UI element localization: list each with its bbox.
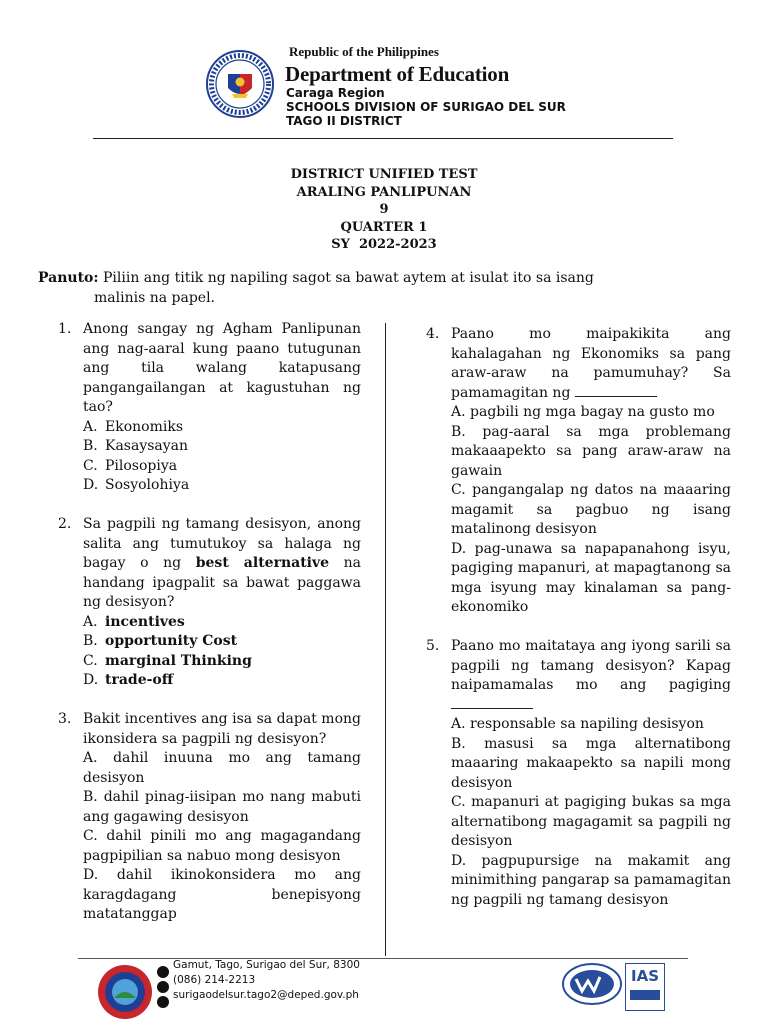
option xyxy=(83,418,361,438)
question-1 xyxy=(58,320,361,496)
title-line: 9 xyxy=(379,202,389,217)
option: D. pag-unawa sa napapanahong isyu, pagiging mapanuri, at mapagtanong sa mga isyung may kinalaman sa pang-ekonomiko xyxy=(451,540,731,615)
question-stem: Anong sangay ng Agham Panlipunan ang nag-aaral kung paano tutugunan ang tila walang katapusang pangangailangan at kagustuhan ng tao? xyxy=(83,321,361,415)
left-column xyxy=(58,320,361,925)
home-icon xyxy=(157,966,169,978)
certification-badge-icon xyxy=(562,963,622,1005)
phone-icon xyxy=(157,981,169,993)
option-text: opportunity Cost xyxy=(105,633,238,649)
question-stem: Bakit incentives ang isa sa dapat mong ikonsidera sa pagpili ng desisyon? xyxy=(83,711,361,747)
region-label: Caraga Region xyxy=(286,86,385,100)
contact-info xyxy=(173,958,360,1003)
question-number: 3. xyxy=(58,711,72,727)
question-3 xyxy=(58,710,361,925)
option: A. pagbili ng mga bagay na gusto mo xyxy=(451,404,715,420)
email-icon xyxy=(157,996,169,1008)
question-2 xyxy=(58,515,361,691)
instructions-label: Panuto: xyxy=(38,270,99,286)
question-stem xyxy=(451,637,731,715)
option xyxy=(83,671,361,691)
department-title: Department of Education xyxy=(285,62,510,86)
option-letter: B. xyxy=(83,438,98,454)
option: B. dahil pinag-iisipan mo nang mabuti ang gagawing desisyon xyxy=(83,789,361,825)
option xyxy=(83,613,361,633)
question-5 xyxy=(426,637,731,910)
option: B. masusi sa mga alternatibong maaaring makaapekto sa napili mong desisyon xyxy=(451,735,731,791)
ias-badge-stripe xyxy=(630,990,660,1000)
option: D. pagpupursige na makamit ang minimithing pangarap sa pamamagitan ng pagpili ng tamang desisyon xyxy=(451,852,731,908)
option-letter: B. xyxy=(83,633,98,649)
question-stem xyxy=(451,325,731,403)
option: C. pangangalap ng datos na maaaring magamit sa pagbuo ng isang matalinong desisyon xyxy=(451,482,731,537)
ias-badge-label: IAS xyxy=(631,967,659,985)
option xyxy=(83,457,361,477)
title-line: SY 2022-2023 xyxy=(331,237,437,252)
stem-part: Paano mo maipakikita ang kahalagahan ng Ekonomiks sa pang araw-araw na pamumuhay? Sa pamamagitan ng xyxy=(451,326,731,401)
option-text: marginal Thinking xyxy=(105,652,252,669)
title-line: QUARTER 1 xyxy=(340,219,428,235)
right-column xyxy=(426,325,731,910)
stem-part: Sa pagpili ng tamang desisyon, anong salita ang tumutukoy sa halaga ng bagay o ng xyxy=(83,516,361,571)
option: A. responsable sa napiling desisyon xyxy=(451,716,704,732)
answer-blank xyxy=(575,384,657,397)
header-divider xyxy=(93,138,673,139)
option-letter: D. xyxy=(83,672,99,688)
option: D. dahil ikinokonsidera mo ang karagdagang benepisyong matatanggap xyxy=(83,867,361,922)
option-text: Kasaysayan xyxy=(105,438,189,454)
option-text: Sosyolohiya xyxy=(105,477,190,493)
option xyxy=(83,632,361,652)
option: B. pag-aaral sa mga problemang makaaapekto sa pang araw-araw na gawain xyxy=(451,423,731,479)
phone-text: (086) 214-2213 xyxy=(173,974,256,986)
test-title xyxy=(0,166,768,254)
question-stem xyxy=(83,515,361,613)
question-number: 5. xyxy=(426,638,440,654)
stem-part: na handang ipagpalit sa bawat paggawa ng desisyon? xyxy=(83,555,361,610)
title-line: DISTRICT UNIFIED TEST xyxy=(290,167,478,182)
instructions-text: Piliin ang titik ng napiling sagot sa bawat aytem at isulat ito sa isang xyxy=(98,270,594,286)
option: C. dahil pinili mo ang magagandang pagpipilian sa nabuo mong desisyon xyxy=(83,828,361,864)
district-logo xyxy=(97,964,153,1020)
instructions-text: malinis na papel. xyxy=(94,290,216,306)
option-text: Ekonomiks xyxy=(105,418,183,435)
stem-emphasis: best alternative xyxy=(195,555,330,571)
email-text: surigaodelsur.tago2@deped.gov.ph xyxy=(173,989,359,1001)
question-number: 1. xyxy=(58,321,72,337)
instructions xyxy=(38,268,638,308)
footer-divider xyxy=(78,958,688,959)
option-letter: C. xyxy=(83,457,98,474)
district-label: TAGO II DISTRICT xyxy=(286,114,402,128)
column-divider xyxy=(385,323,386,956)
option-text: incentives xyxy=(105,613,185,630)
option: A. dahil inuuna mo ang tamang desisyon xyxy=(83,750,361,786)
option-letter: C. xyxy=(83,652,98,669)
question-number: 2. xyxy=(58,516,72,532)
stem-part: Paano mo maitataya ang iyong sarili sa pagpili ng tamang desisyon? Kapag naipamamalas mo ang pagiging xyxy=(451,638,731,693)
option-letter: D. xyxy=(83,477,99,493)
option-letter: A. xyxy=(83,613,98,630)
division-label: SCHOOLS DIVISION OF SURIGAO DEL SUR xyxy=(286,100,566,114)
question-4 xyxy=(426,325,731,618)
answer-blank xyxy=(451,696,533,709)
republic-label: Republic of the Philippines xyxy=(289,44,439,59)
option-letter: A. xyxy=(83,418,98,435)
question-number: 4. xyxy=(426,326,440,342)
option-text: Pilosopiya xyxy=(105,457,178,474)
ias-badge xyxy=(625,963,665,1011)
option xyxy=(83,652,361,672)
deped-seal-logo xyxy=(206,50,274,118)
option-text: trade-off xyxy=(105,672,174,688)
contact-icons xyxy=(157,966,169,1011)
option: C. mapanuri at pagiging bukas sa mga alternatibong magagamit sa pagpili ng desisyon xyxy=(451,794,731,849)
address-text: Gamut, Tago, Surigao del Sur, 8300 xyxy=(173,959,360,971)
option xyxy=(83,437,361,457)
title-line: ARALING PANLIPUNAN xyxy=(296,184,472,200)
option xyxy=(83,476,361,496)
